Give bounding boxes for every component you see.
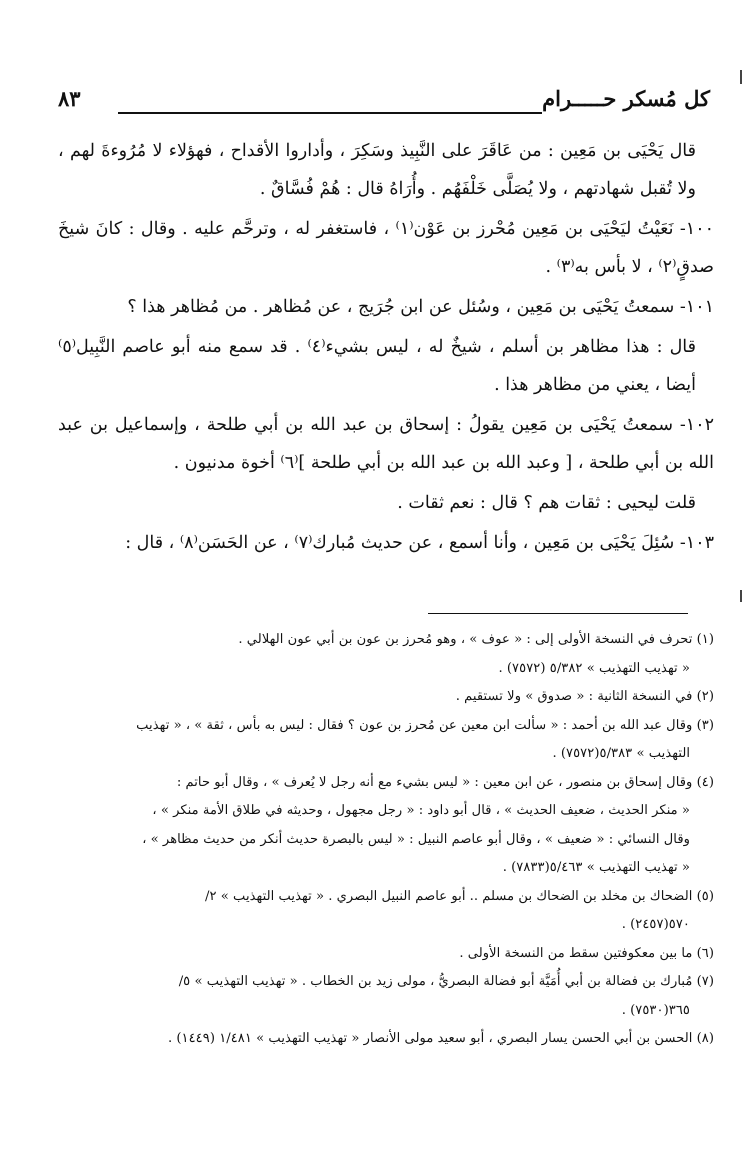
running-title: كل مُسكر حـــــرام <box>542 86 710 111</box>
main-text <box>58 132 714 564</box>
footnote-6: (٦) ما بين معكوفتين سقط من النسخة الأولى . <box>459 945 714 961</box>
page-header <box>58 86 710 120</box>
footnote-5-continued: ٥٧٠(٢٤٥٧) . <box>621 917 690 932</box>
footnote-4-continued: « تهذيب التهذيب » ٥/٤٦٣(٧٨٣٣) . <box>502 860 690 875</box>
paragraph-101: ١٠١- سمعتُ يَحْيَى بن مَعِين ، وسُئل عن ابن جُرَيج ، عن مُظاهر . من مُظاهر هذا ؟ <box>127 297 714 317</box>
footnote-1-continued: « تهذيب التهذيب » ٥/٣٨٢ (٧٥٧٢) . <box>498 660 690 676</box>
scan-edge-mark <box>740 70 742 84</box>
footnote-3-continued: التهذيب » ٥/٣٨٣(٧٥٧٢) . <box>552 746 690 761</box>
footnotes <box>58 626 714 1054</box>
paragraph-102: ١٠٢- سمعتُ يَحْيَى بن مَعِين يقولُ : إسحاق بن عبد الله بن أبي طلحة ، وإسماعيل بن عبد الله بن أبي طلحة ، [ وعبد الله بن عبد الله بن أبي طلحة ]⁽٦⁾ أخوة مدنيون . <box>58 415 714 473</box>
footnote-3: (٣) وقال عبد الله بن أحمد : « سألت ابن معين عن مُحرز بن عون ؟ فقال : ليس به بأس ، ثقة » ، « تهذيب <box>136 717 714 733</box>
paragraph: قال يَحْيَى بن مَعِين : من عَاقَرَ على النَّبِيذ وسَكِرَ ، وأداروا الأقداح ، فهؤلاء لا مُرُوءةَ لهم ، ولا تُقبل شهادتهم ، ولا يُصَلَّى خَلْفَهُم . وأُرَاهُ قال : هُمْ فُسَّاقٌ . <box>58 141 696 199</box>
footnote-8: (٨) الحسن بن أبي الحسن يسار البصري ، أبو سعيد مولى الأنصار « تهذيب التهذيب » ١/٤٨١ (١٤٤٩) . <box>167 1031 714 1046</box>
footnote-4-continued: وقال النسائي : « ضعيف » ، وقال أبو عاصم النبيل : « ليس بالبصرة حديث أنكر من حديث مظاهر » ، <box>142 831 690 847</box>
page-number: ٨٣ <box>58 86 81 111</box>
paragraph: قال : هذا مظاهر بن أسلم ، شيخٌ له ، ليس بشيء⁽٤⁾ . قد سمع منه أبو عاصم النَّبِيل⁽٥⁾ أيضا ، يعني من مظاهر هذا . <box>58 337 697 395</box>
footnote-4: (٤) وقال إسحاق بن منصور ، عن ابن معين : « ليس بشيء مع أنه رجل لا يُعرف » ، وقال أبو حاتم : <box>176 774 714 790</box>
paragraph: قلت ليحيى : ثقات هم ؟ قال : نعم ثقات . <box>397 493 696 513</box>
footnote-separator <box>428 613 688 614</box>
footnote-7-continued: ٣٦٥(٧٥٣٠) . <box>621 1002 690 1018</box>
paragraph-103: ١٠٣- سُئِلَ يَحْيَى بن مَعِين ، وأنا أسمع ، عن حديث مُبارك⁽٧⁾ ، عن الحَسَن⁽٨⁾ ، قال : <box>125 533 714 553</box>
footnote-4-continued: « منكر الحديث ، ضعيف الحديث » ، قال أبو داود : « رجل مجهول ، وحديثه في طلاق الأمة منكر » ، <box>152 803 690 818</box>
footnote-5: (٥) الضحاك بن مخلد بن الضحاك بن مسلم .. أبو عاصم النبيل البصري . « تهذيب التهذيب » ٢/ <box>205 888 714 904</box>
footnote-7: (٧) مُبارك بن فضالة بن أبي أُمَيَّة أبو فضالة البصريُّ ، مولى زيد بن الخطاب . « تهذيب التهذيب » ٥/ <box>178 974 714 989</box>
paragraph-100: ١٠٠- نَعَيْتُ ليَحْيَى بن مَعِين مُحْرز بن عَوْن⁽١⁾ ، فاستغفر له ، وترحَّم عليه . وقال : كانَ شيخَ صدقٍ⁽٢⁾ ، لا بأس به⁽٣⁾ . <box>58 219 714 277</box>
header-rule <box>118 112 542 114</box>
footnote-2: (٢) في النسخة الثانية : « صدوق » ولا تستقيم . <box>455 689 714 704</box>
scan-edge-mark <box>740 590 742 602</box>
footnote-1: (١) تحرف في النسخة الأولى إلى : « عوف » ، وهو مُحرز بن عون بن أبي عون الهلالي . <box>238 632 714 647</box>
